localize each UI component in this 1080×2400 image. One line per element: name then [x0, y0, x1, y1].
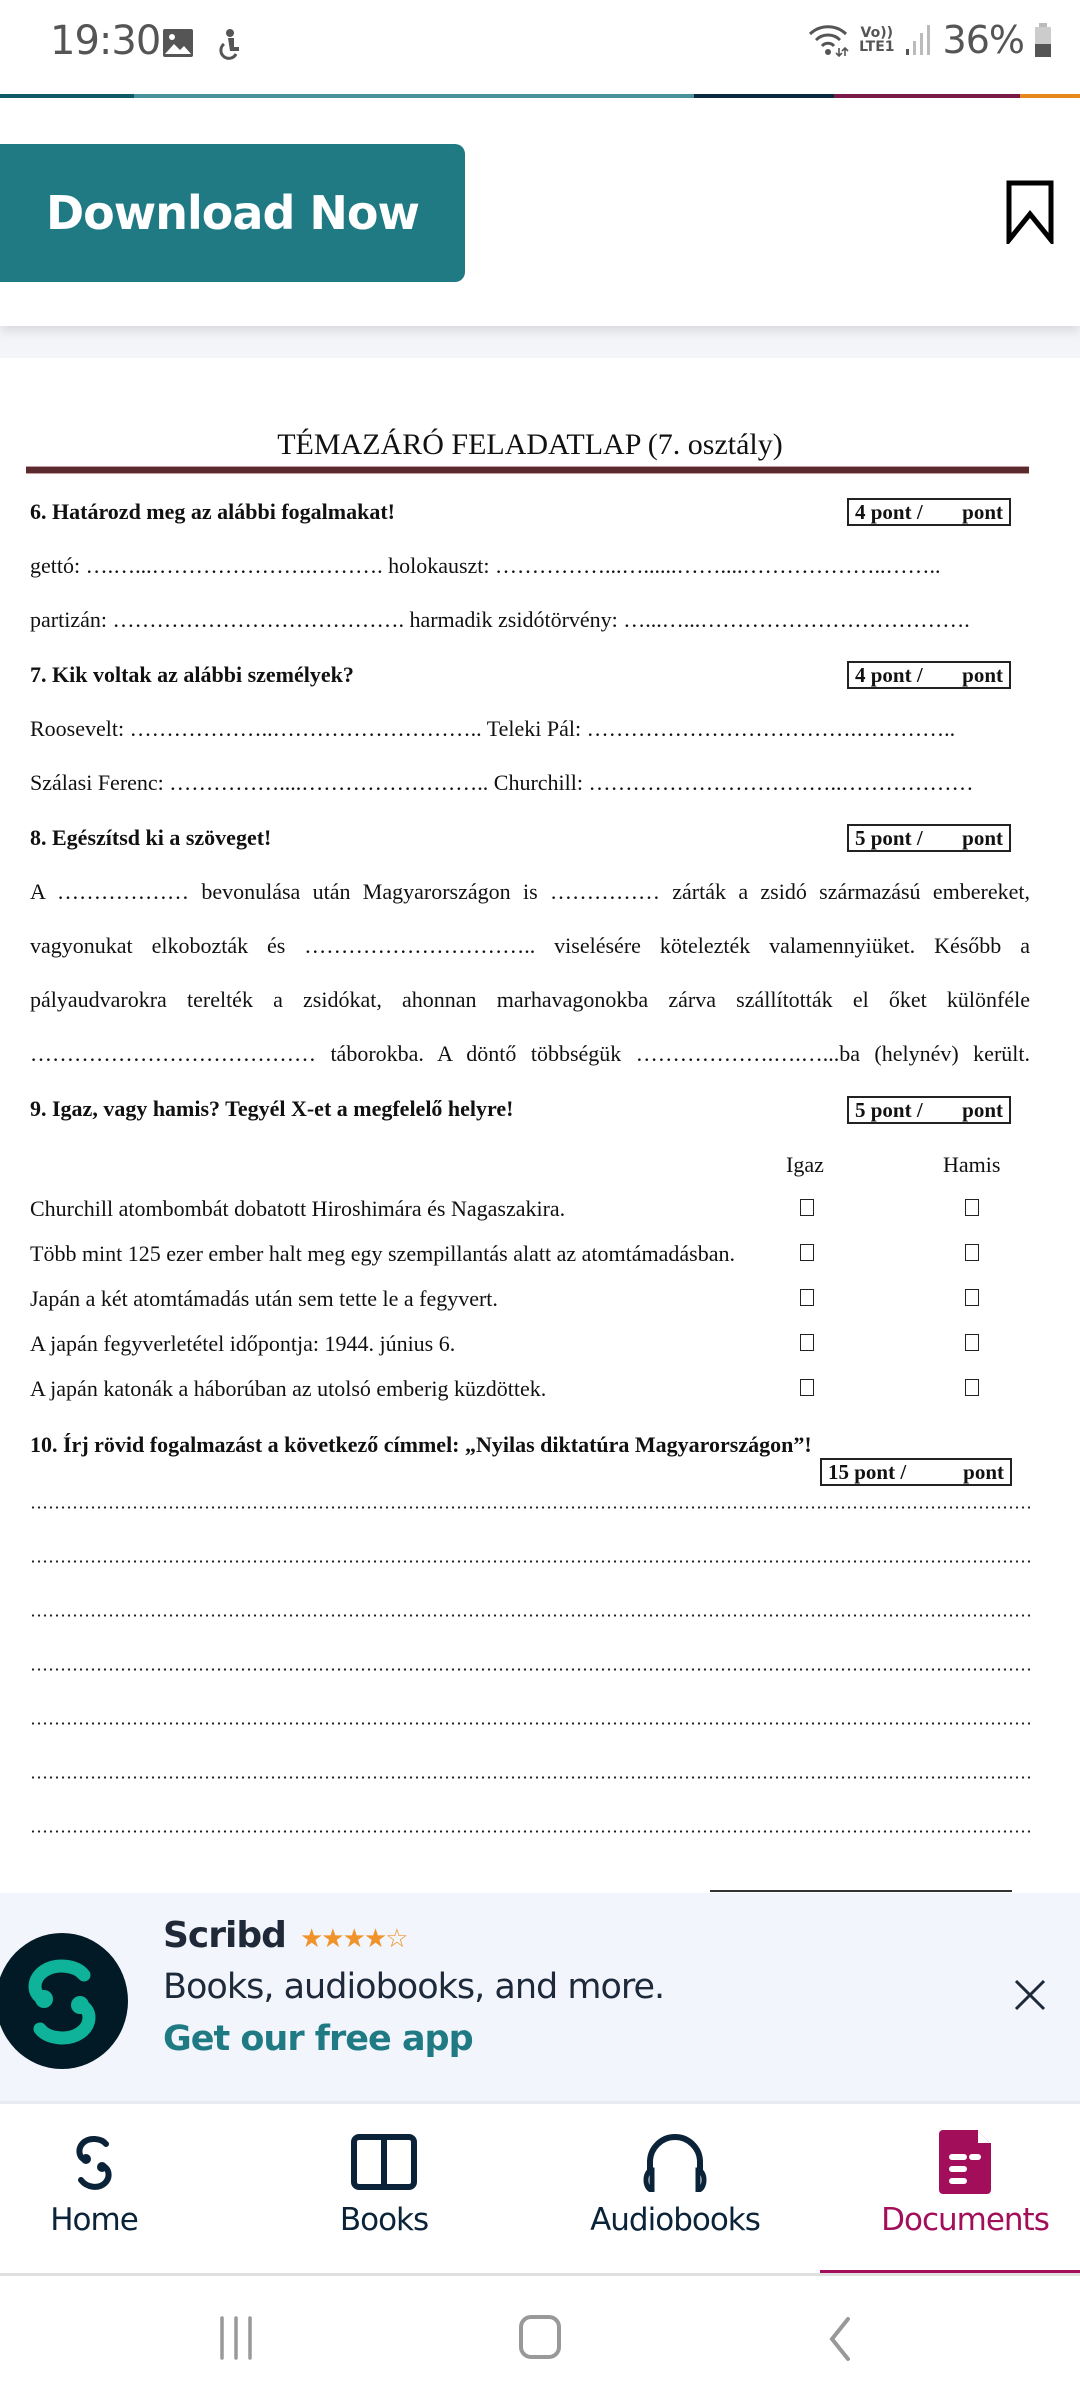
q8-line-1: A ……………… bevonulása után Magyarországon is …………… zárták a zsidó származású embereket, — [30, 879, 1030, 904]
recent-apps-icon[interactable] — [218, 2316, 258, 2360]
q7-line-1: Roosevelt: ………………..……………………….. Teleki Pál: ……………………………….………….. — [30, 716, 956, 741]
points-unit: pont — [963, 1459, 1004, 1484]
gallery-icon — [162, 28, 194, 58]
nav-home[interactable] — [0, 2104, 229, 2276]
points-max: 4 pont / — [855, 499, 923, 524]
status-right — [807, 18, 1052, 62]
next-points-box-edge — [710, 1890, 1012, 1892]
system-navigation-bar — [0, 2276, 1080, 2400]
status-time: 19:30 — [50, 18, 161, 64]
points-max: 5 pont / — [855, 825, 923, 850]
document-toolbar — [0, 98, 1080, 326]
false-checkbox-1[interactable] — [965, 1199, 979, 1216]
true-checkbox-1[interactable] — [800, 1199, 814, 1216]
scribd-logo — [0, 1933, 128, 2069]
network-label: LTE1 — [859, 39, 895, 55]
q8-line-3: pályaudvarokra terelték a zsidókat, ahonnan marhavagonokba zárva szállították el őket különféle — [30, 987, 1030, 1012]
book-icon — [351, 2134, 417, 2190]
download-now-button[interactable]: Download Now — [0, 144, 465, 282]
points-box-q8 — [847, 824, 1011, 852]
statement-1: Churchill atombombát dobatott Hiroshimára és Nagaszakira. — [30, 1196, 566, 1221]
back-icon[interactable] — [826, 2316, 856, 2362]
nav-documents[interactable] — [830, 2104, 1080, 2276]
question-9-heading: 9. Igaz, vagy hamis? Tegyél X-et a megfelelő helyre! — [30, 1096, 514, 1121]
statement-3: Japán a két atomtámadás után sem tette le a fegyvert. — [30, 1286, 498, 1311]
q8-line-2: vagyonukat elkobozták és ………………………….. viselésére kötelezték valamennyiüket. Később a — [30, 933, 1030, 958]
promo-app-name: Scribd — [163, 1915, 286, 1956]
get-app-link[interactable]: Get our free app — [163, 2019, 473, 2059]
answer-line — [30, 1722, 1030, 1725]
toolbar-gap — [0, 326, 1080, 358]
column-false-label: Hamis — [943, 1152, 1001, 1177]
headphones-icon — [642, 2134, 708, 2192]
volte-label: Vo)) — [860, 25, 894, 41]
document-icon — [939, 2130, 991, 2194]
true-checkbox-3[interactable] — [800, 1289, 814, 1306]
nav-label-home: Home — [50, 2202, 138, 2238]
true-checkbox-2[interactable] — [800, 1244, 814, 1261]
wifi-icon — [807, 22, 849, 58]
false-checkbox-5[interactable] — [965, 1379, 979, 1396]
points-box-q7 — [847, 661, 1011, 689]
bookmark-icon[interactable] — [1006, 180, 1054, 244]
document-page — [0, 358, 1080, 1893]
points-box-q6 — [847, 498, 1011, 526]
scribd-home-icon — [69, 2134, 119, 2192]
points-unit: pont — [962, 825, 1003, 850]
false-checkbox-2[interactable] — [965, 1244, 979, 1261]
true-checkbox-5[interactable] — [800, 1379, 814, 1396]
status-bar — [0, 0, 1080, 92]
question-6-heading: 6. Határozd meg az alábbi fogalmakat! — [30, 499, 396, 524]
battery-icon — [1034, 23, 1052, 57]
statement-4: A japán fegyverletétel időpontja: 1944. június 6. — [30, 1331, 456, 1356]
column-true-label: Igaz — [786, 1152, 824, 1177]
scribd-logo-icon — [0, 1933, 128, 2069]
q6-line-2: partizán: …………………………………. harmadik zsidótörvény: …...…...………………………………. — [30, 607, 970, 632]
nav-label-books: Books — [339, 2202, 429, 2238]
q7-line-2: Szálasi Ferenc: ……………....…………………….. Churchill: ……………………………..……………… — [30, 770, 974, 795]
home-button-icon[interactable] — [518, 2314, 564, 2362]
statement-5: A japán katonák a háborúban az utolsó emberig küzdöttek. — [30, 1376, 547, 1401]
answer-line — [30, 1668, 1030, 1671]
answer-line — [30, 1614, 1030, 1617]
q8-line-4: ………………………………… táborokba. A döntő többségük ……………….….…...ba (helynév) került. — [30, 1041, 1030, 1066]
question-10-heading: 10. Írj rövid fogalmazást a következő címmel: „Nyilas diktatúra Magyarországon”! — [30, 1432, 812, 1457]
false-checkbox-3[interactable] — [965, 1289, 979, 1306]
promo-subtitle: Books, audiobooks, and more. — [163, 1967, 665, 2007]
points-unit: pont — [962, 662, 1003, 687]
question-7-heading: 7. Kik voltak az alábbi személyek? — [30, 662, 354, 687]
nav-audiobooks[interactable] — [540, 2104, 810, 2276]
points-box-q9 — [847, 1096, 1011, 1124]
battery-percent: 36% — [942, 18, 1024, 62]
points-unit: pont — [962, 1097, 1003, 1122]
nav-books[interactable] — [249, 2104, 519, 2276]
points-max: 5 pont / — [855, 1097, 923, 1122]
answer-line — [30, 1560, 1030, 1563]
q6-line-1: gettó: ….…...………………….………. holokauszt: ……………...…......……....………………..…….. — [30, 553, 941, 578]
close-icon[interactable] — [1010, 1975, 1050, 2015]
answer-line — [30, 1830, 1030, 1833]
question-8-heading: 8. Egészítsd ki a szöveget! — [30, 825, 272, 850]
points-max: 4 pont / — [855, 662, 923, 687]
accessibility-icon — [214, 28, 244, 60]
false-checkbox-4[interactable] — [965, 1334, 979, 1351]
network-indicator — [859, 26, 894, 54]
nav-label-documents: Documents — [881, 2202, 1049, 2238]
points-unit: pont — [962, 499, 1003, 524]
bottom-navigation — [0, 2101, 1080, 2276]
answer-line — [30, 1776, 1030, 1779]
points-box-q10 — [820, 1458, 1012, 1486]
rating-stars: ★★★★☆ — [300, 1923, 407, 1953]
answer-line — [30, 1506, 1030, 1509]
document-title: TÉMAZÁRÓ FELADATLAP (7. osztály) — [277, 428, 783, 461]
nav-label-audiobooks: Audiobooks — [590, 2202, 760, 2238]
signal-icon — [905, 23, 933, 57]
statement-2: Több mint 125 ezer ember halt meg egy szempillantás alatt az atomtámadásban. — [30, 1241, 735, 1266]
app-promo-banner[interactable] — [0, 1893, 1080, 2101]
title-rule — [26, 466, 1029, 474]
points-max: 15 pont / — [828, 1459, 907, 1484]
true-checkbox-4[interactable] — [800, 1334, 814, 1351]
